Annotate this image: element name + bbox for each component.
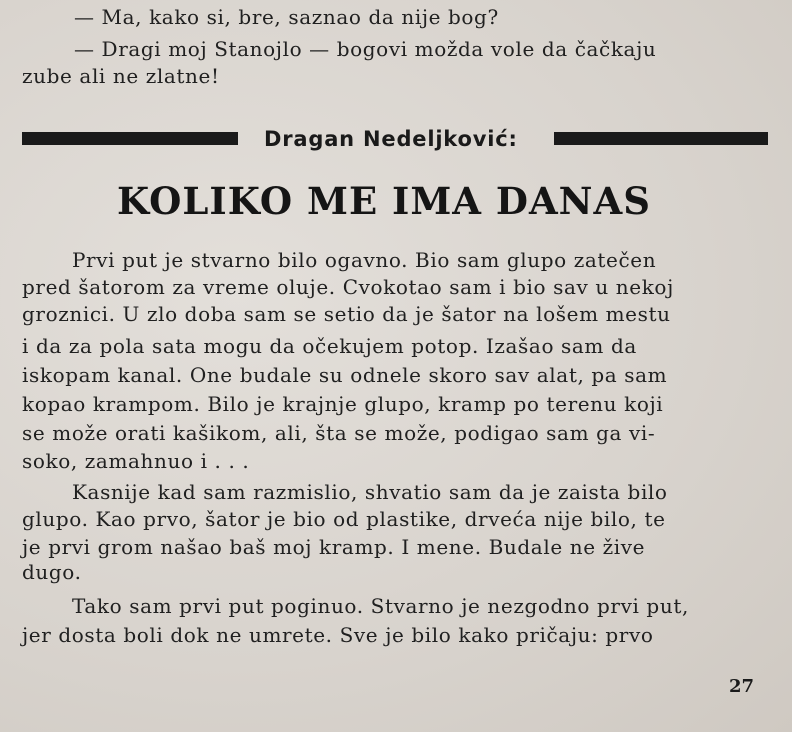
text-line: i da za pola sata mogu da očekujem potop. Izašao sam da xyxy=(22,334,637,358)
article-title: KOLIKO ME IMA DANAS xyxy=(117,179,651,223)
decorative-rule-right xyxy=(554,132,768,145)
text-line: soko, zamahnuo i . . . xyxy=(22,449,250,473)
byline xyxy=(22,124,768,154)
text-line: glupo. Kao prvo, šator je bio od plastike, drveća nije bilo, te xyxy=(22,507,666,531)
text-line: je prvi grom našao baš moj kramp. I mene. Budale ne žive xyxy=(22,535,646,559)
text-line: iskopam kanal. One budale su odnele skoro sav alat, pa sam xyxy=(22,363,668,387)
text-line: Prvi put je stvarno bilo ogavno. Bio sam glupo zatečen xyxy=(72,248,657,272)
dialogue-line: zube ali ne zlatne! xyxy=(22,64,220,88)
text-line: Tako sam prvi put poginuo. Stvarno je nezgodno prvi put, xyxy=(72,594,689,618)
text-line: dugo. xyxy=(22,560,82,584)
text-line: se može orati kašikom, ali, šta se može, podigao sam ga vi- xyxy=(22,421,656,445)
text-line: kopao krampom. Bilo je krajnje glupo, kramp po terenu koji xyxy=(22,392,664,416)
text-line: pred šatorom za vreme oluje. Cvokotao sam i bio sav u nekoj xyxy=(22,275,674,299)
author-name: Dragan Nedeljković: xyxy=(264,127,518,151)
decorative-rule-left xyxy=(22,132,238,145)
dialogue-line: — Dragi moj Stanojlo — bogovi možda vole da čačkaju xyxy=(74,37,657,61)
text-line: groznici. U zlo doba sam se setio da je šator na lošem mestu xyxy=(22,302,671,326)
text-line: jer dosta boli dok ne umrete. Sve je bilo kako pričaju: prvo xyxy=(22,623,654,647)
text-line: Kasnije kad sam razmislio, shvatio sam da je zaista bilo xyxy=(72,480,668,504)
page-number: 27 xyxy=(729,676,755,697)
dialogue-line: — Ma, kako si, bre, saznao da nije bog? xyxy=(74,5,499,29)
